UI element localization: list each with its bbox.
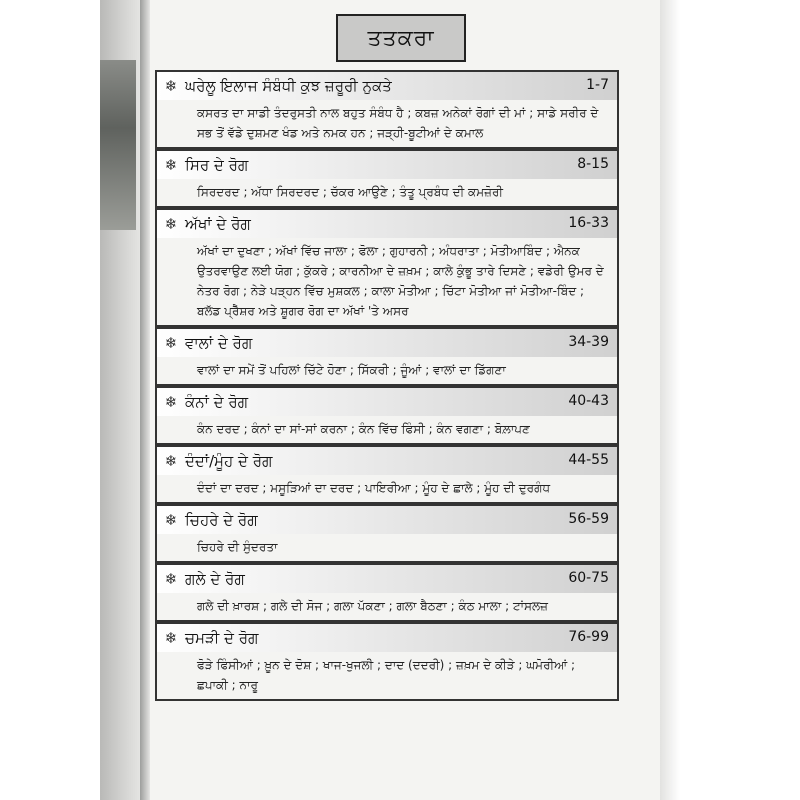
section-header bbox=[157, 445, 617, 475]
snowflake-icon: ❄ bbox=[164, 511, 178, 529]
table-of-contents bbox=[155, 70, 619, 701]
toc-section bbox=[157, 563, 617, 622]
section-items: ਕੰਨ ਦਰਦ ; ਕੰਨਾਂ ਦਾ ਸਾਂ-ਸਾਂ ਕਰਨਾ ; ਕੰਨ ਵਿੱਚ ਫਿੰਸੀ ; ਕੰਨ ਵਗਣਾ ; ਬੋਲ਼ਾਪਣ bbox=[157, 416, 617, 443]
section-title: ਕੰਨਾਂ ਦੇ ਰੋਗ bbox=[185, 393, 249, 411]
section-items: ਫੋੜੇ ਫਿੰਸੀਆਂ ; ਖ਼ੂਨ ਦੇ ਦੋਸ਼ ; ਖਾਜ-ਖੁਜਲੀ ; ਦਾਦ (ਦਦਰੀ) ; ਜ਼ਖ਼ਮ ਦੇ ਕੀੜੇ ; ਘਮੋਰੀਆਂ ; ਛਪਾਕੀ ; ਨਾਰੂ bbox=[157, 652, 617, 699]
page-range: 8-15 bbox=[577, 156, 609, 172]
section-header bbox=[157, 563, 617, 593]
section-title: ਅੱਖਾਂ ਦੇ ਰੋਗ bbox=[185, 215, 251, 233]
section-title: ਚਿਹਰੇ ਦੇ ਰੋਗ bbox=[185, 511, 258, 529]
snowflake-icon: ❄ bbox=[164, 77, 178, 95]
section-header bbox=[157, 504, 617, 534]
snowflake-icon: ❄ bbox=[164, 629, 178, 647]
snowflake-icon: ❄ bbox=[164, 215, 178, 233]
left-page-photo bbox=[100, 60, 136, 230]
section-header bbox=[157, 386, 617, 416]
page-range: 1-7 bbox=[586, 77, 609, 93]
right-page-edge bbox=[660, 0, 680, 800]
page-range: 16-33 bbox=[568, 215, 609, 231]
section-items: ਦੰਦਾਂ ਦਾ ਦਰਦ ; ਮਸੂੜਿਆਂ ਦਾ ਦਰਦ ; ਪਾਇਰੀਆ ; ਮੂੰਹ ਦੇ ਛਾਲੇ ; ਮੂੰਹ ਦੀ ਦੁਰਗੰਧ bbox=[157, 475, 617, 502]
section-items: ਸਿਰਦਰਦ ; ਅੱਧਾ ਸਿਰਦਰਦ ; ਚੱਕਰ ਆਉਣੇ ; ਤੰਤੂ ਪ੍ਰਬੰਧ ਦੀ ਕਮਜ਼ੋਰੀ bbox=[157, 179, 617, 206]
section-header bbox=[157, 327, 617, 357]
section-header bbox=[157, 149, 617, 179]
snowflake-icon: ❄ bbox=[164, 570, 178, 588]
section-title: ਚਮੜੀ ਦੇ ਰੋਗ bbox=[185, 629, 259, 647]
section-title: ਦੰਦਾਂ/ਮੂੰਹ ਦੇ ਰੋਗ bbox=[185, 452, 273, 470]
toc-section bbox=[157, 504, 617, 563]
page-range: 34-39 bbox=[568, 334, 609, 350]
page-title: ਤਤਕਰਾ bbox=[336, 14, 466, 62]
toc-section bbox=[157, 622, 617, 701]
section-header bbox=[157, 208, 617, 238]
page-range: 60-75 bbox=[568, 570, 609, 586]
section-title: ਵਾਲਾਂ ਦੇ ਰੋਗ bbox=[185, 334, 253, 352]
page-range: 76-99 bbox=[568, 629, 609, 645]
section-header bbox=[157, 622, 617, 652]
book-spine bbox=[140, 0, 150, 800]
toc-section bbox=[157, 208, 617, 327]
snowflake-icon: ❄ bbox=[164, 156, 178, 174]
toc-section bbox=[157, 70, 617, 149]
page-range: 56-59 bbox=[568, 511, 609, 527]
section-title: ਘਰੇਲੂ ਇਲਾਜ ਸੰਬੰਧੀ ਕੁਝ ਜ਼ਰੂਰੀ ਨੁਕਤੇ bbox=[185, 77, 392, 95]
page-range: 40-43 bbox=[568, 393, 609, 409]
section-items: ਗਲੇ ਦੀ ਖ਼ਾਰਸ਼ ; ਗਲੇ ਦੀ ਸੋਜ ; ਗਲਾ ਪੱਕਣਾ ; ਗਲਾ ਬੈਠਣਾ ; ਕੰਠ ਮਾਲਾ ; ਟਾਂਸਲਜ਼ bbox=[157, 593, 617, 620]
snowflake-icon: ❄ bbox=[164, 452, 178, 470]
section-title: ਸਿਰ ਦੇ ਰੋਗ bbox=[185, 156, 249, 174]
toc-section bbox=[157, 386, 617, 445]
toc-section bbox=[157, 445, 617, 504]
section-items: ਅੱਖਾਂ ਦਾ ਦੁਖਣਾ ; ਅੱਖਾਂ ਵਿੱਚ ਜਾਲਾ ; ਫੋਲਾ ; ਗੁਹਾਰਨੀ ; ਅੰਧਰਾਤਾ ; ਮੋਤੀਆਬਿੰਦ ; ਐਨਕ ਉਤਰਵਾਉਣ ਲਈ ਯੋਗ ; ਕੁੱਕਰੇ ; ਕਾਰਨੀਆ ਦੇ ਜ਼ਖ਼ਮ ; ਕਾਲੇ ਕੁੰਭੂ ਤਾਰੇ ਦਿਸਣੇ ; ਵਡੇਰੀ ਉਮਰ ਦੇ ਨੇਤਰ ਰੋਗ ; ਨੇੜੇ ਪੜ੍ਹਨ ਵਿੱਚ ਮੁਸ਼ਕਲ ; ਕਾਲਾ ਮੋਤੀਆ ; ਚਿੱਟਾ ਮੋਤੀਆ ਜਾਂ ਮੋਤੀਆ-ਬਿੰਦ ; ਬਲੱਡ ਪ੍ਰੈੱਸ਼ਰ ਅਤੇ ਸ਼ੂਗਰ ਰੋਗ ਦਾ ਅੱਖਾਂ 'ਤੇ ਅਸਰ bbox=[157, 238, 617, 325]
snowflake-icon: ❄ bbox=[164, 334, 178, 352]
toc-section bbox=[157, 327, 617, 386]
section-items: ਕਸਰਤ ਦਾ ਸਾਡੀ ਤੰਦਰੁਸਤੀ ਨਾਲ ਬਹੁਤ ਸੰਬੰਧ ਹੈ ; ਕਬਜ਼ ਅਨੇਕਾਂ ਰੋਗਾਂ ਦੀ ਮਾਂ ; ਸਾਡੇ ਸਰੀਰ ਦੇ ਸਭ ਤੋਂ ਵੱਡੇ ਦੁਸ਼ਮਣ ਖੰਡ ਅਤੇ ਨਮਕ ਹਨ ; ਜੜ੍ਹੀ-ਬੂਟੀਆਂ ਦੇ ਕਮਾਲ bbox=[157, 100, 617, 147]
section-header bbox=[157, 70, 617, 100]
section-items: ਵਾਲਾਂ ਦਾ ਸਮੇਂ ਤੋਂ ਪਹਿਲਾਂ ਚਿੱਟੇ ਹੋਣਾ ; ਸਿੱਕਰੀ ; ਜੂੰਆਂ ; ਵਾਲਾਂ ਦਾ ਡਿੱਗਣਾ bbox=[157, 357, 617, 384]
page-range: 44-55 bbox=[568, 452, 609, 468]
section-items: ਚਿਹਰੇ ਦੀ ਸੁੰਦਰਤਾ bbox=[157, 534, 617, 561]
snowflake-icon: ❄ bbox=[164, 393, 178, 411]
section-title: ਗਲੇ ਦੇ ਰੋਗ bbox=[185, 570, 245, 588]
toc-section bbox=[157, 149, 617, 208]
